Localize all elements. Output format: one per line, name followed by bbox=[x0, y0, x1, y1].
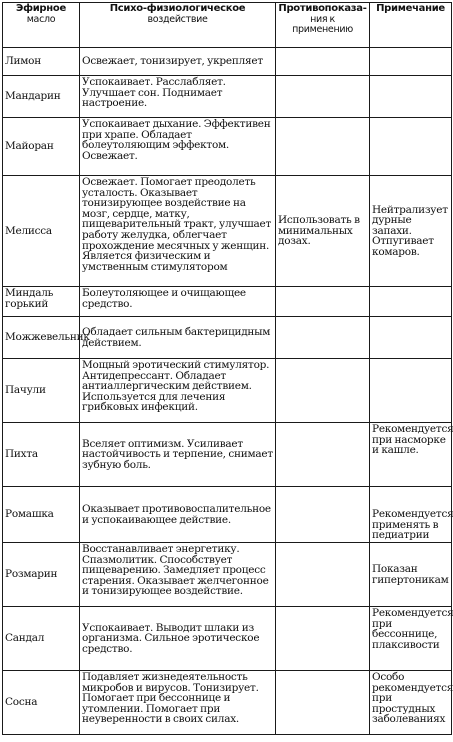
oil-effect: Мощный эротический стимулятор. Антидепрессант. Обладает антиаллергическим действием. Используется для лечения грибковых инфекций. bbox=[80, 359, 276, 423]
table-row bbox=[3, 118, 452, 176]
oil-note bbox=[370, 118, 452, 176]
oil-name: Ромашка bbox=[3, 487, 80, 543]
table-row bbox=[3, 543, 452, 607]
oil-name: Сосна bbox=[3, 671, 80, 735]
oil-effect: Обладает сильным бактерицидным действием. bbox=[80, 317, 276, 359]
table-row bbox=[3, 607, 452, 671]
header-oil-line1: Эфирное bbox=[16, 3, 66, 14]
oil-note: Нейтрализует дурные запахи. Отпугивает комаров. bbox=[370, 176, 452, 287]
table-row bbox=[3, 359, 452, 423]
oil-effect: Освежает. Помогает преодолеть усталость. Оказывает тонизирующее воздействие на мозг, сердце, матку, пищеварительный тракт, улучшает работу желудка, облегчает прохождение месячных у женщин. Является физическим и умственным стимулятором bbox=[80, 176, 276, 287]
oil-effect: Восстанавливает энергетику. Спазмолитик. Способствует пищеварению. Замедляет процесс старения. Оказывает желчегонное и тонизирующее воздействие. bbox=[80, 543, 276, 607]
header-oil bbox=[3, 3, 80, 48]
oil-effect: Подавляет жизнедеятельность микробов и вирусов. Тонизирует. Помогает при бессоннице и утомлении. Помогает при неуверенности в своих силах. bbox=[80, 671, 276, 735]
oil-effect: Болеутоляющее и очищающее средство. bbox=[80, 287, 276, 317]
table-row bbox=[3, 287, 452, 317]
oil-contra bbox=[276, 359, 370, 423]
header-note-label: Примечание bbox=[376, 3, 445, 14]
table-row bbox=[3, 176, 452, 287]
oil-contra: Использовать в минимальных дозах. bbox=[276, 176, 370, 287]
header-contra-line2: ния к bbox=[310, 13, 335, 25]
header-effect bbox=[80, 3, 276, 48]
oil-name: Сандал bbox=[3, 607, 80, 671]
oil-contra bbox=[276, 423, 370, 487]
oil-name: Мелисса bbox=[3, 176, 80, 287]
oil-name: Мандарин bbox=[3, 76, 80, 118]
oil-effect: Успокаивает. Расслабляет. Улучшает сон. Поднимает настроение. bbox=[80, 76, 276, 118]
header-contra bbox=[276, 3, 370, 48]
essential-oils-table bbox=[2, 2, 452, 735]
header-effect-line1: Психо-физиологическое bbox=[109, 3, 246, 14]
oil-note bbox=[370, 76, 452, 118]
oil-name: Можжевельник bbox=[3, 317, 80, 359]
header-effect-line2: воздействие bbox=[147, 13, 208, 25]
table-row bbox=[3, 48, 452, 76]
oil-contra bbox=[276, 607, 370, 671]
oil-name: Миндаль горький bbox=[3, 287, 80, 317]
oil-note: Рекомендуется при насморке и кашле. bbox=[370, 423, 452, 487]
header-oil-line2: масло bbox=[26, 13, 56, 25]
oil-note: Показан гипертоникам bbox=[370, 543, 452, 607]
oil-note bbox=[370, 287, 452, 317]
table-row bbox=[3, 76, 452, 118]
oil-effect: Вселяет оптимизм. Усиливает настойчивость и терпение, снимает зубную боль. bbox=[80, 423, 276, 487]
header-contra-line1: Противопоказа- bbox=[278, 3, 367, 14]
oil-contra bbox=[276, 487, 370, 543]
oil-effect: Успокаивает. Выводит шлаки из организма. Сильное эротическое средство. bbox=[80, 607, 276, 671]
table-row bbox=[3, 671, 452, 735]
oil-note bbox=[370, 48, 452, 76]
header-note bbox=[370, 3, 452, 48]
table-row bbox=[3, 487, 452, 543]
oil-name: Пихта bbox=[3, 423, 80, 487]
table-row bbox=[3, 317, 452, 359]
table-row bbox=[3, 423, 452, 487]
oil-contra bbox=[276, 543, 370, 607]
oil-contra bbox=[276, 48, 370, 76]
oil-name: Пачули bbox=[3, 359, 80, 423]
oil-contra bbox=[276, 118, 370, 176]
header-row bbox=[3, 3, 452, 48]
oil-note: Рекомендуется применять в педиатрии bbox=[370, 487, 452, 543]
oil-name: Майоран bbox=[3, 118, 80, 176]
oil-contra bbox=[276, 671, 370, 735]
oil-contra bbox=[276, 76, 370, 118]
oil-effect: Освежает, тонизирует, укрепляет bbox=[80, 48, 276, 76]
oil-name: Лимон bbox=[3, 48, 80, 76]
oil-note: Особо рекомендуется при простудных заболеваниях bbox=[370, 671, 452, 735]
oil-name: Розмарин bbox=[3, 543, 80, 607]
oil-note: Рекомендуется при бессоннице, плаксивости bbox=[370, 607, 452, 671]
header-contra-line3: применению bbox=[292, 24, 353, 36]
oil-note bbox=[370, 359, 452, 423]
oil-contra bbox=[276, 287, 370, 317]
oil-note bbox=[370, 317, 452, 359]
oil-effect: Успокаивает дыхание. Эффективен при храпе. Обладает болеутоляющим эффектом. Освежает. bbox=[80, 118, 276, 176]
oil-effect: Оказывает противовоспалительное и успокаивающее действие. bbox=[80, 487, 276, 543]
oil-contra bbox=[276, 317, 370, 359]
